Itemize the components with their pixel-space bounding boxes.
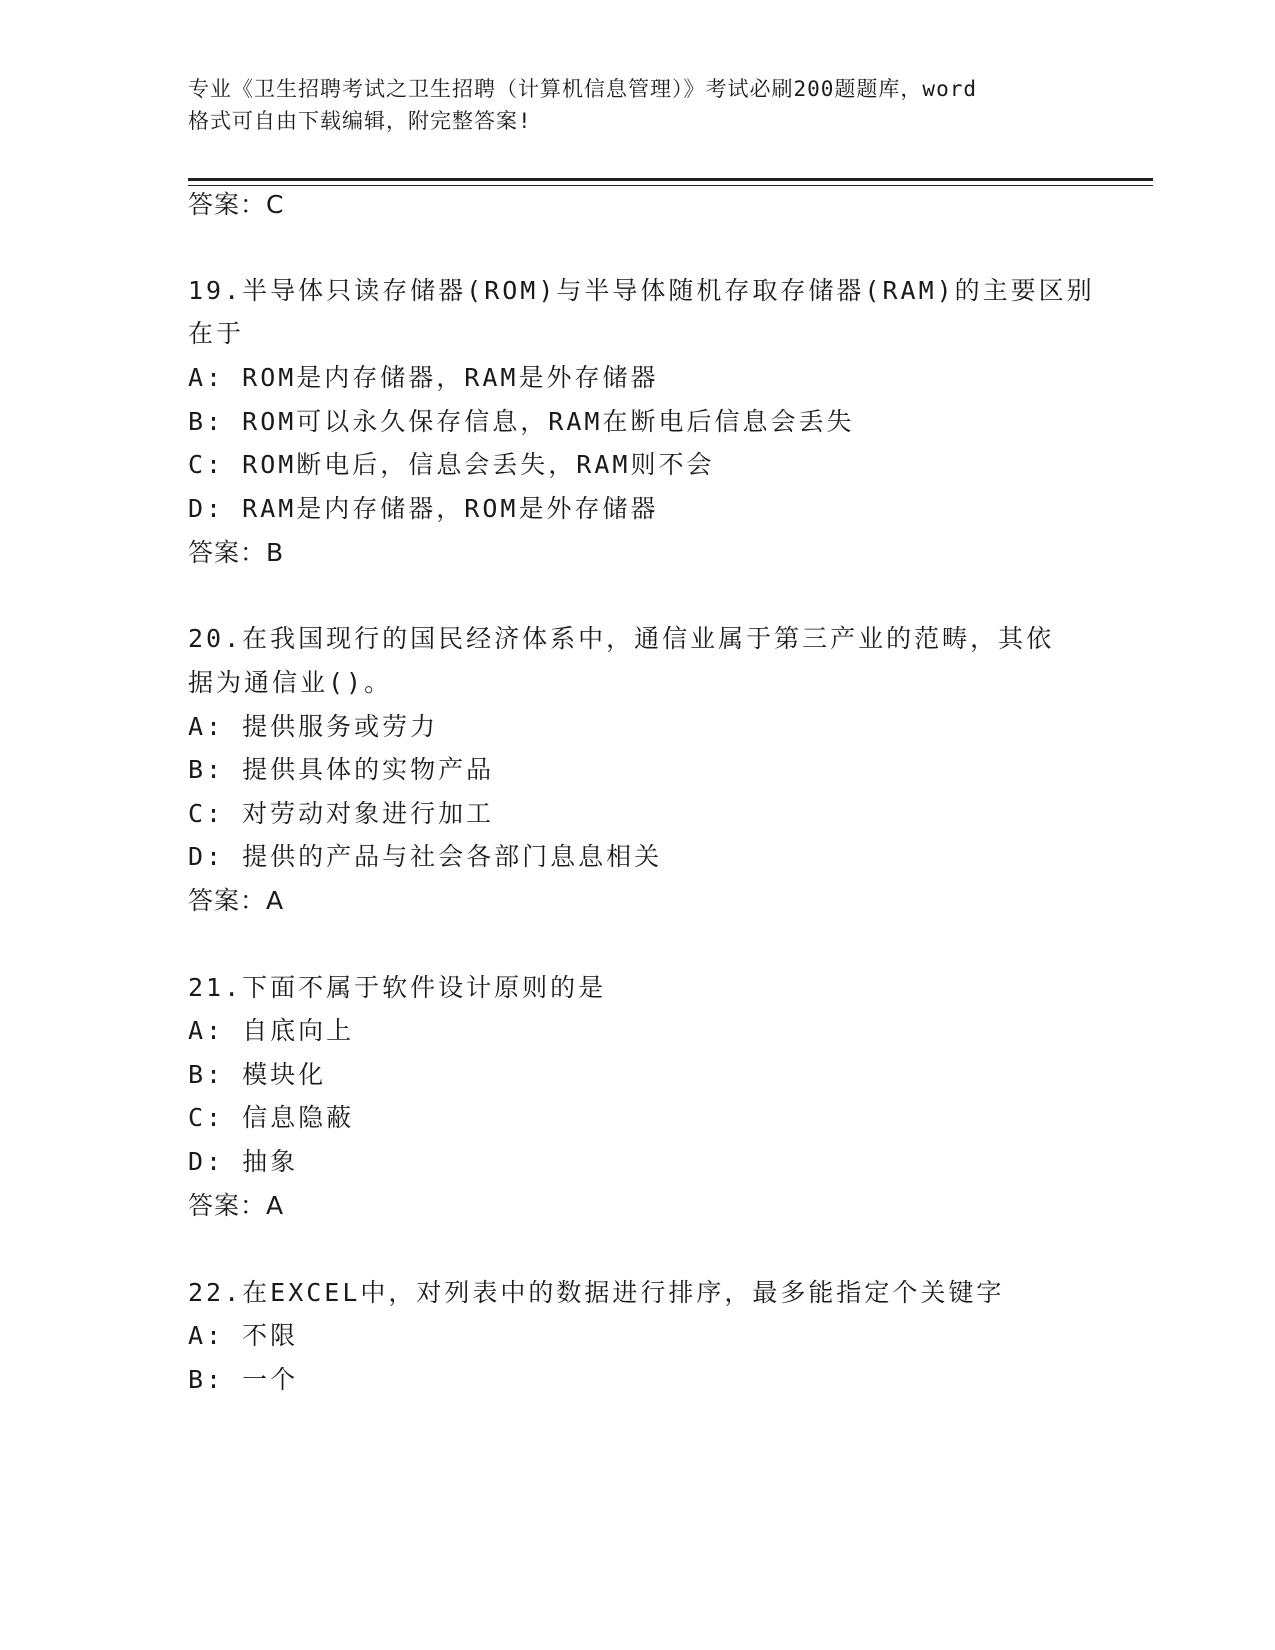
- question-19-option-a: A: ROM是内存储器，RAM是外存储器: [188, 363, 659, 392]
- header-line-2: 格式可自由下载编辑，附完整答案!: [188, 109, 532, 133]
- header-divider-thin: [188, 185, 1153, 186]
- question-20-answer: 答案：A: [188, 886, 285, 915]
- question-19-answer: 答案：B: [188, 538, 285, 567]
- question-22-stem-line-1: 22.在EXCEL中，对列表中的数据进行排序，最多能指定个关键字: [188, 1278, 1005, 1307]
- header-divider-thick: [188, 178, 1153, 181]
- question-19-stem-line-2: 在于: [188, 319, 245, 348]
- question-20-option-a: A: 提供服务或劳力: [188, 712, 439, 741]
- question-19-option-d: D: RAM是内存储器，ROM是外存储器: [188, 494, 659, 523]
- question-21-answer: 答案：A: [188, 1191, 285, 1220]
- question-19-option-b: B: ROM可以永久保存信息，RAM在断电后信息会丢失: [188, 407, 855, 436]
- question-20-stem-line-1: 20.在我国现行的国民经济体系中，通信业属于第三产业的范畴，其依: [188, 624, 1055, 653]
- question-20-stem-line-2: 据为通信业()。: [188, 668, 393, 697]
- question-19-stem-line-1: 19.半导体只读存储器(ROM)与半导体随机存取存储器(RAM)的主要区别: [188, 276, 1095, 305]
- question-20-option-b: B: 提供具体的实物产品: [188, 755, 495, 784]
- header-line-1: 专业《卫生招聘考试之卫生招聘（计算机信息管理）》考试必刷200题题库，word: [188, 77, 977, 101]
- question-21-option-b: B: 模块化: [188, 1060, 327, 1089]
- question-22-option-b: B: 一个: [188, 1365, 299, 1394]
- question-21-stem-line-1: 21.下面不属于软件设计原则的是: [188, 973, 607, 1002]
- question-22-option-a: A: 不限: [188, 1321, 299, 1350]
- answer-line: 答案：C: [188, 190, 285, 219]
- question-21-option-c: C: 信息隐蔽: [188, 1103, 355, 1132]
- question-19-option-c: C: ROM断电后，信息会丢失，RAM则不会: [188, 450, 715, 479]
- question-21-option-d: D: 抽象: [188, 1147, 299, 1176]
- question-20-option-d: D: 提供的产品与社会各部门息息相关: [188, 842, 663, 871]
- question-20-option-c: C: 对劳动对象进行加工: [188, 799, 495, 828]
- question-21-option-a: A: 自底向上: [188, 1016, 355, 1045]
- document-header: [188, 73, 1088, 137]
